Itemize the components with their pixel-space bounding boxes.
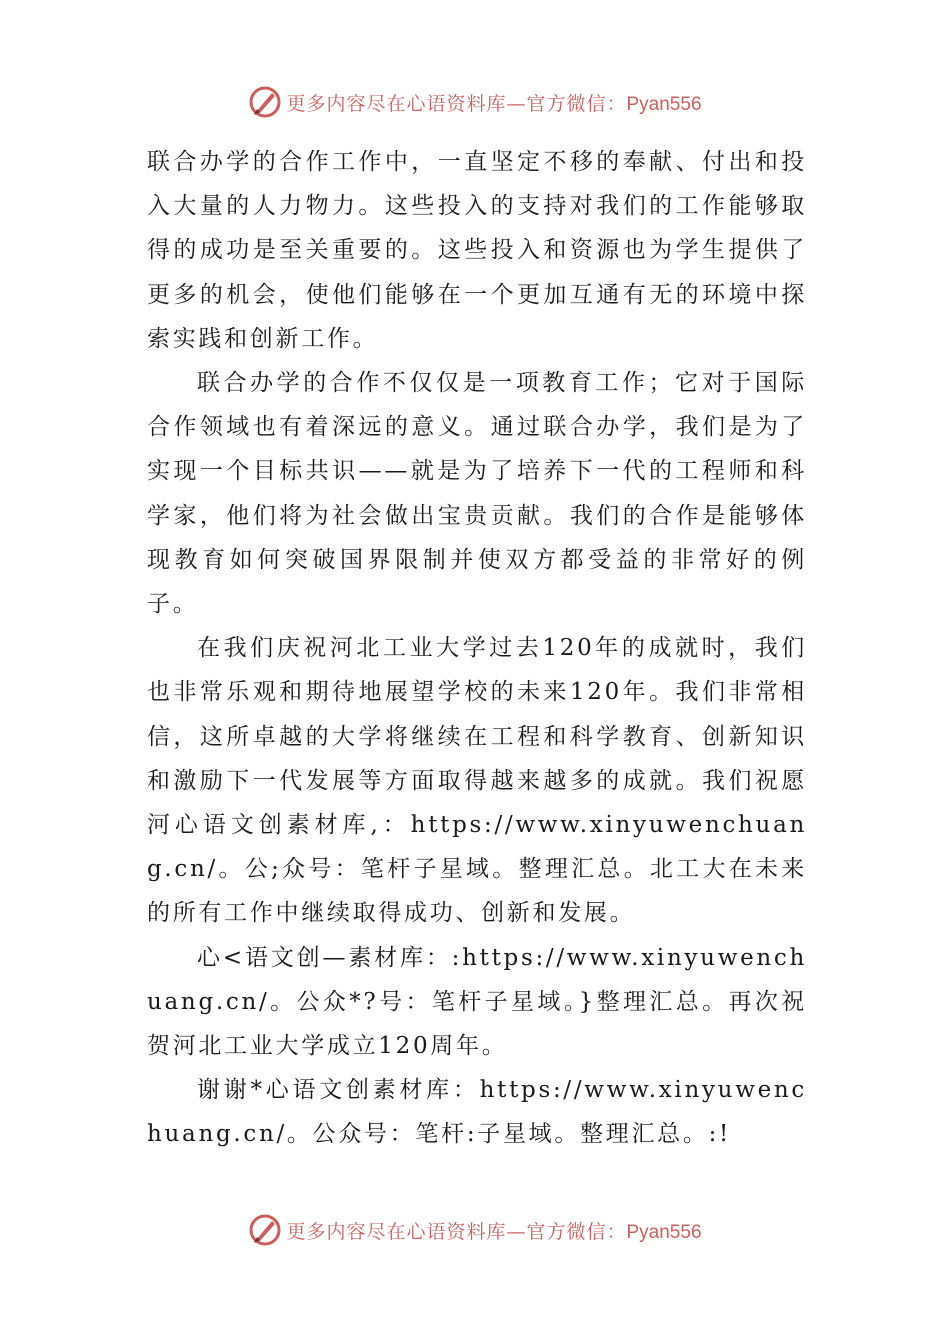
footer-banner	[0, 1210, 950, 1250]
paragraph-2: 联合办学的合作不仅仅是一项教育工作；它对于国际合作领域也有着深远的意义。通过联合办学，我们是为了实现一个目标共识——就是为了培养下一代的工程师和科学家，他们将为社会做出宝贵贡献。我们的合作是能够体现教育如何突破国界限制并使双方都受益的非常好的例子。	[147, 370, 807, 618]
paragraph-3: 在我们庆祝河北工业大学过去120年的成就时，我们也非常乐观和期待地展望学校的未来120年。我们非常相信，这所卓越的大学将继续在工程和科学教育、创新知识和激励下一代发展等方面取得越来越多的成就。我们祝愿河心语文创素材库,：https://www.xinyuwenchuang.cn/。公;众号：笔杆子星域。整理汇总。北工大在未来的所有工作中继续取得成功、创新和发展。	[147, 635, 807, 927]
banner-text: 更多内容尽在心语资料库—官方微信：Pyan556	[286, 92, 702, 115]
paragraph-4: 心<语文创—素材库：:https://www.xinyuwenchuang.cn/。公众*?号：笔杆子星域。}整理汇总。再次祝贺河北工业大学成立120周年。	[147, 944, 807, 1060]
paragraph-1: 联合办学的合作工作中，一直坚定不移的奉献、付出和投入大量的人力物力。这些投入的支持对我们的工作能够取得的成功是至关重要的。这些投入和资源也为学生提供了更多的机会，使他们能够在一个更加互通有无的环境中探索实践和创新工作。	[147, 149, 807, 352]
paragraph-5: 谢谢*心语文创素材库：https://www.xinyuwenchuang.cn/。公众号：笔杆:子星域。整理汇总。:!	[147, 1077, 807, 1148]
quill-pen-icon	[248, 1213, 282, 1247]
document-body	[147, 140, 807, 1157]
header-banner	[0, 82, 950, 122]
quill-pen-icon	[248, 85, 282, 119]
banner-text: 更多内容尽在心语资料库—官方微信：Pyan556	[286, 1220, 702, 1243]
